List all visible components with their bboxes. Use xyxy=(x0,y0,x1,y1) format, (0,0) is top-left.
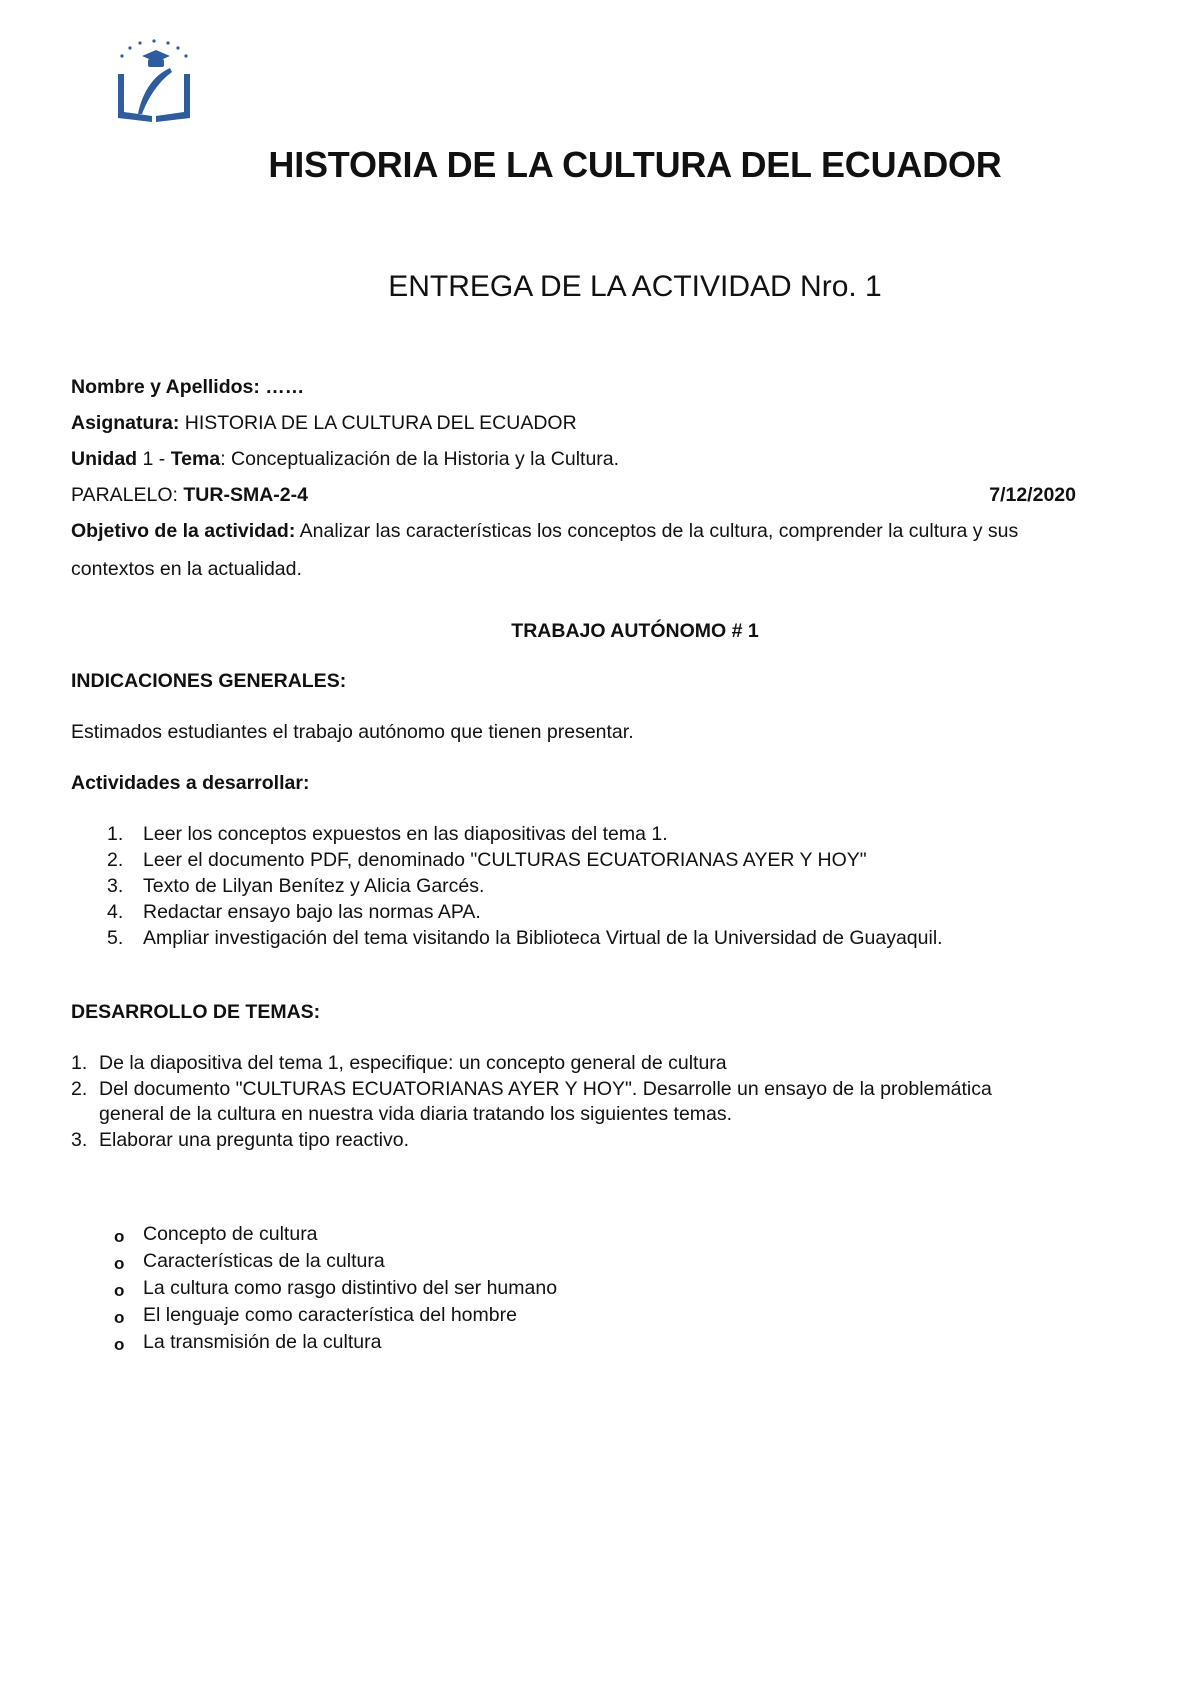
list-item-number: 1. xyxy=(107,823,124,845)
topic-value: : Conceptualización de la Historia y la Cultura. xyxy=(220,448,620,470)
list-item: De la diapositiva del tema 1, especifique: un concepto general de cultura xyxy=(99,1052,727,1074)
list-item: Ampliar investigación del tema visitando la Biblioteca Virtual de la Universidad de Guayaquil. xyxy=(143,927,943,949)
bullet-icon: o xyxy=(114,1308,125,1327)
subject-line xyxy=(71,412,577,435)
bullet-icon: o xyxy=(114,1335,125,1354)
list-item-number: 3. xyxy=(71,1129,88,1151)
list-item: Del documento "CULTURAS ECUATORIANAS AYER Y HOY". Desarrolle un ensayo de la problemática xyxy=(99,1078,992,1100)
work-heading: TRABAJO AUTÓNOMO # 1 xyxy=(511,620,759,642)
list-item: Características de la cultura xyxy=(143,1250,385,1272)
list-item-number: 1. xyxy=(71,1052,88,1074)
bullet-icon: o xyxy=(114,1281,125,1300)
list-item: Elaborar una pregunta tipo reactivo. xyxy=(99,1129,410,1151)
paralelo-line xyxy=(71,484,308,507)
bullet-icon: o xyxy=(114,1227,125,1246)
general-instructions-text: Estimados estudiantes el trabajo autónomo que tienen presentar. xyxy=(71,721,634,743)
objective-label: Objetivo de la actividad: xyxy=(71,520,296,542)
list-item: Texto de Lilyan Benítez y Alicia Garcés. xyxy=(143,875,485,897)
paralelo-colon: : xyxy=(172,484,184,506)
topic-label: Tema xyxy=(170,448,221,470)
paralelo-label: PARALELO xyxy=(71,484,173,506)
activity-date: 7/12/2020 xyxy=(989,484,1076,506)
document-subtitle: ENTREGA DE LA ACTIVIDAD Nro. 1 xyxy=(388,270,882,303)
general-instructions-heading: INDICACIONES GENERALES: xyxy=(71,670,347,692)
list-item-number: 2. xyxy=(71,1078,88,1100)
list-item: El lenguaje como característica del hombre xyxy=(143,1304,517,1326)
list-item-number: 3. xyxy=(107,875,124,897)
objective-line xyxy=(71,520,1018,543)
list-item-number: 2. xyxy=(107,849,124,871)
paralelo-value: TUR-SMA-2-4 xyxy=(183,484,308,506)
unit-line xyxy=(71,448,619,471)
list-item: Concepto de cultura xyxy=(143,1223,318,1245)
university-logo xyxy=(112,36,196,128)
list-item: Leer el documento PDF, denominado "CULTURAS ECUATORIANAS AYER Y HOY" xyxy=(143,849,867,871)
unit-label: Unidad xyxy=(71,448,138,470)
unit-value: 1 - xyxy=(137,448,171,470)
list-item-number: 4. xyxy=(107,901,124,923)
list-item: La transmisión de la cultura xyxy=(143,1331,382,1353)
list-item: Leer los conceptos expuestos en las diapositivas del tema 1. xyxy=(143,823,668,845)
student-name-label: Nombre y Apellidos: …… xyxy=(71,376,305,398)
subject-label: Asignatura: xyxy=(71,412,180,434)
objective-text-continued: contextos en la actualidad. xyxy=(71,558,302,580)
topics-heading: DESARROLLO DE TEMAS: xyxy=(71,1001,321,1023)
activities-heading: Actividades a desarrollar: xyxy=(71,772,310,794)
bullet-icon: o xyxy=(114,1254,125,1273)
list-item-number: 5. xyxy=(107,927,124,949)
objective-text: Analizar las características los conceptos de la cultura, comprender la cultura y sus xyxy=(295,520,1019,542)
subject-value: HISTORIA DE LA CULTURA DEL ECUADOR xyxy=(179,412,577,434)
list-item-continued: general de la cultura en nuestra vida diaria tratando los siguientes temas. xyxy=(99,1103,733,1125)
document-title: HISTORIA DE LA CULTURA DEL ECUADOR xyxy=(268,144,1002,185)
list-item: La cultura como rasgo distintivo del ser humano xyxy=(143,1277,558,1299)
list-item: Redactar ensayo bajo las normas APA. xyxy=(143,901,481,923)
